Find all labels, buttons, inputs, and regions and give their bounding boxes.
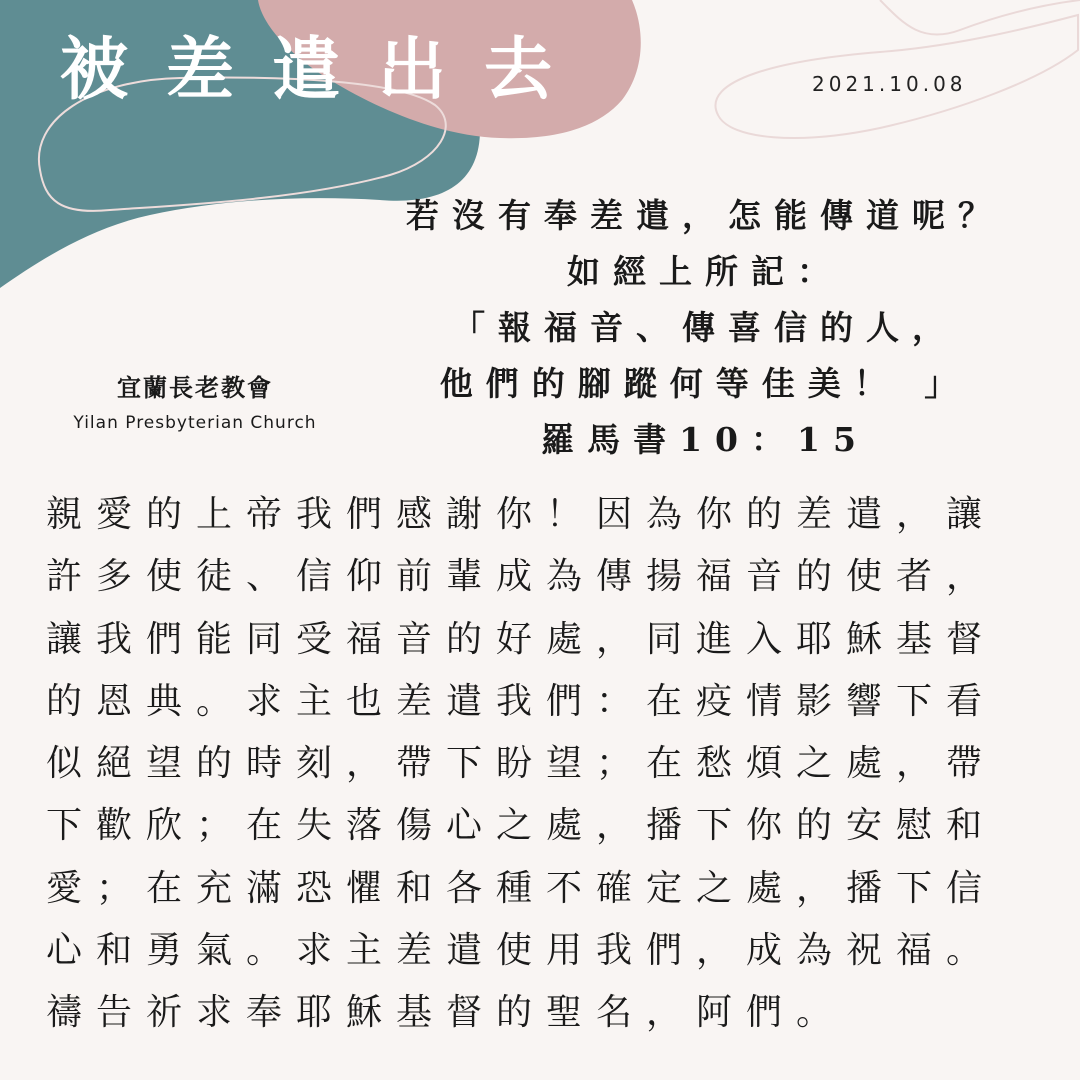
prayer-line: 似絕望的時刻，帶下盼望；在愁煩之處，帶 <box>46 743 997 785</box>
page-title: 被差遣出去 <box>60 30 591 110</box>
verse-line: 「報福音、傳喜信的人， <box>452 308 958 347</box>
prayer-line: 愛；在充滿恐懼和各種不確定之處，播下信 <box>46 867 997 909</box>
prayer-line: 的恩典。求主也差遣我們：在疫情影響下看 <box>46 680 997 722</box>
outline-curve-right <box>880 0 1080 35</box>
verse-reference: 羅馬書10：15 <box>541 420 869 459</box>
prayer-line: 禱告祈求奉耶穌基督的聖名，阿們。 <box>46 992 847 1034</box>
prayer-line: 許多使徒、信仰前輩成為傳揚福音的使者， <box>46 556 997 598</box>
prayer-line: 讓我們能同受福音的好處，同進入耶穌基督 <box>46 618 997 660</box>
verse-line: 他們的腳蹤何等佳美！ 」 <box>439 364 971 403</box>
church-name-zh: 宜蘭長老教會 <box>117 373 273 402</box>
prayer-text <box>46 484 1056 1045</box>
prayer-line: 心和勇氣。求主差遣使用我們，成為祝福。 <box>46 930 997 972</box>
church-block <box>55 372 335 433</box>
verse-line: 如經上所記： <box>567 252 843 291</box>
scripture-verse <box>360 188 1050 468</box>
church-name-en: Yilan Presbyterian Church <box>73 413 317 434</box>
prayer-line: 親愛的上帝我們感謝你！因為你的差遣，讓 <box>46 494 997 535</box>
prayer-line: 下歡欣；在失落傷心之處，播下你的安慰和 <box>46 805 997 847</box>
date-label: 2021.10.08 <box>812 72 967 96</box>
verse-line: 若沒有奉差遣，怎能傳道呢？ <box>406 196 1004 235</box>
